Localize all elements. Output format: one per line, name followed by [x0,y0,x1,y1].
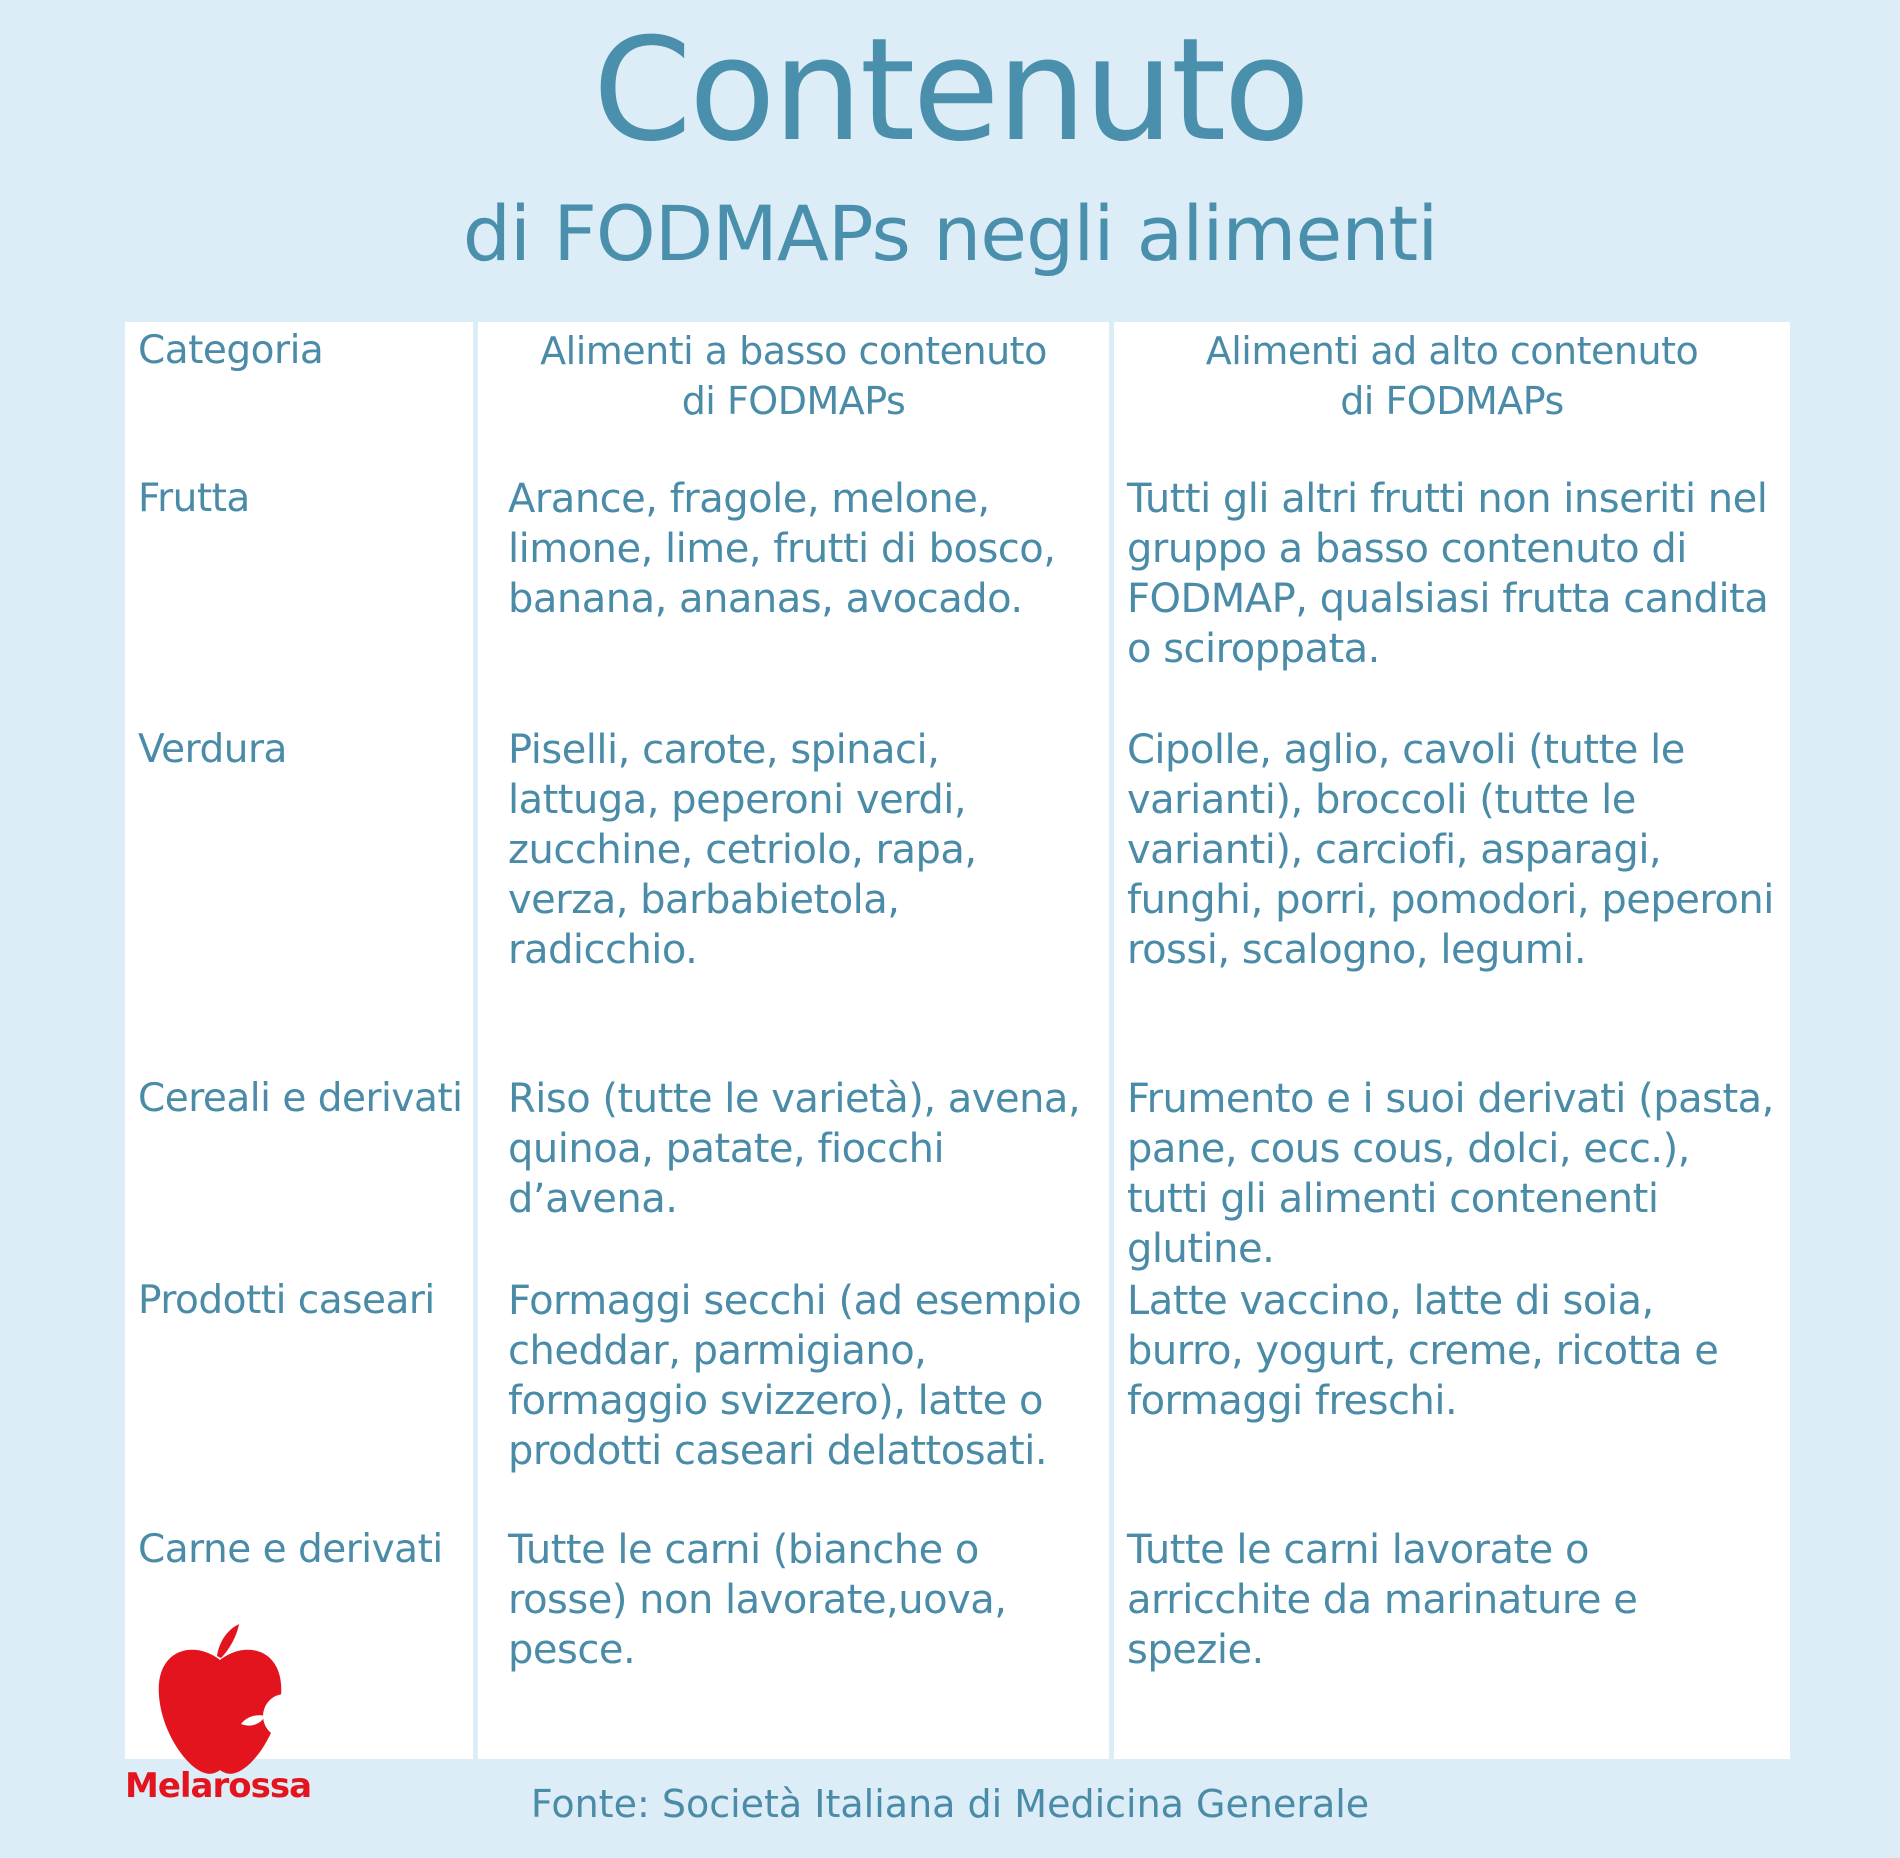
brand-name: Melarossa [125,1766,312,1806]
high-cell: Latte vaccino, latte di soia, burro, yogurt, creme, ricotta e formaggi freschi. [1127,1278,1719,1424]
header-category: Categoria [138,328,324,373]
category-cell: Verdura [138,727,287,772]
low-fodmap-column [478,322,1109,1759]
page-subtitle: di FODMAPs negli alimenti [462,189,1438,278]
low-cell: Piselli, carote, spinaci, lattuga, peperoni verdi, zucchine, cetriolo, rapa, verza, barbabietola, radicchio. [508,727,977,973]
source-note: Fonte: Società Italiana di Medicina Generale [530,1782,1370,1826]
category-cell: Cereali e derivati [138,1076,463,1121]
high-cell: Tutti gli altri frutti non inseriti nel gruppo a basso contenuto di FODMAP, qualsiasi frutta candita o sciroppata. [1127,476,1769,672]
category-cell: Carne e derivati [138,1527,443,1572]
low-cell: Formaggi secchi (ad esempio cheddar, parmigiano, formaggio svizzero), latte o prodotti caseari delattosati. [508,1278,1082,1474]
high-cell: Cipolle, aglio, cavoli (tutte le varianti), broccoli (tutte le varianti), carciofi, asparagi, funghi, porri, pomodori, peperoni rossi, scalogno, legumi. [1127,727,1774,973]
low-cell: Riso (tutte le varietà), avena, quinoa, patate, fiocchi d’avena. [508,1076,1081,1222]
header-low: Alimenti a basso contenuto di FODMAPs [540,329,1047,423]
category-column [125,322,473,1759]
high-cell: Tutte le carni lavorate o arricchite da marinature e spezie. [1127,1527,1638,1673]
category-cell: Prodotti caseari [138,1278,435,1323]
high-fodmap-column [1114,322,1790,1759]
high-cell: Frumento e i suoi derivati (pasta, pane, cous cous, dolci, ecc.), tutti gli alimenti contenenti glutine. [1127,1076,1774,1272]
category-cell: Frutta [138,476,250,521]
low-cell: Tutte le carni (bianche o rosse) non lavorate,uova, pesce. [508,1527,1007,1673]
low-cell: Arance, fragole, melone, limone, lime, frutti di bosco, banana, ananas, avocado. [508,476,1056,622]
page-title: Contenuto [592,8,1308,173]
fodmap-table [125,322,1790,1759]
header-high: Alimenti ad alto contenuto di FODMAPs [1205,329,1699,423]
